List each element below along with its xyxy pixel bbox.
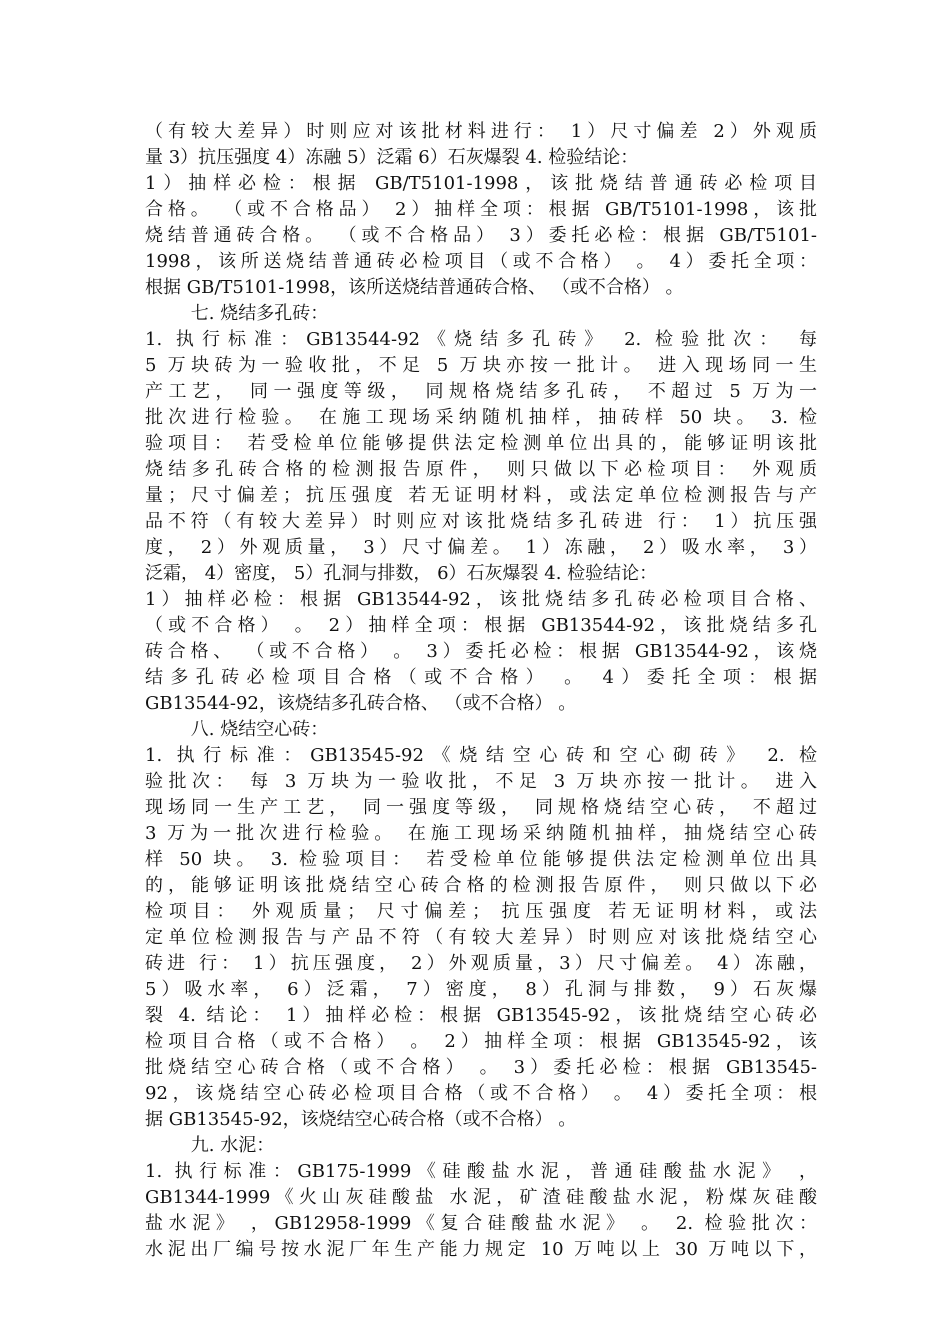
text-line: 3 万为一批次进行检验。 在施工现场采纳随机抽样，抽烧结空心砖 xyxy=(145,823,817,844)
text-line: （或不合格） 。 2）抽样全项：根据 GB13544-92，该批烧结多孔 xyxy=(145,615,817,636)
text-line: 砖合格、 （或不合格） 。 3）委托必检：根据 GB13544-92，该烧 xyxy=(145,641,817,662)
text-line: 水泥出厂编号按水泥厂年生产能力规定 10 万吨以上 30 万吨以下， xyxy=(145,1239,817,1260)
text-line: 1）抽样必检：根据 GB/T5101-1998，该批烧结普通砖必检项目 xyxy=(145,173,817,194)
text-line: 品不符（有较大差异）时则应对该批烧结多孔砖进 行： 1）抗压强 xyxy=(145,511,817,532)
text-line: 92，该烧结空心砖必检项目合格（或不合格） 。 4）委托全项：根 xyxy=(145,1083,817,1104)
text-line: 烧结多孔砖合格的检测报告原件， 则只做以下必检项目： 外观质 xyxy=(145,459,817,480)
text-line: 1998，该所送烧结普通砖必检项目（或不合格） 。 4）委托全项： xyxy=(145,251,817,272)
document-body-text xyxy=(145,119,817,1263)
text-line: 砖进 行： 1）抗压强度， 2）外观质量，3）尺寸偏差。 4）冻融， xyxy=(145,953,817,974)
text-line: 检项目： 外观质量； 尺寸偏差； 抗压强度 若无证明材料，或法 xyxy=(145,901,817,922)
text-line: 1. 执行标准：GB175-1999《硅酸盐水泥，普通硅酸盐水泥》 ， xyxy=(145,1161,817,1182)
text-line: 度， 2）外观质量， 3）尺寸偏差。 1）冻融， 2）吸水率， 3） xyxy=(145,537,817,558)
text-line: 烧结普通砖合格。 （或不合格品） 3）委托必检：根据 GB/T5101- xyxy=(145,225,817,246)
text-line: 的，能够证明该批烧结空心砖合格的检测报告原件， 则只做以下必 xyxy=(145,875,817,896)
text-line: 定单位检测报告与产品不符（有较大差异）时则应对该批烧结空心 xyxy=(145,927,817,948)
text-line: 批烧结空心砖合格（或不合格） 。 3）委托必检：根据 GB13545- xyxy=(145,1057,817,1078)
text-line: 合格。 （或不合格品） 2）抽样全项：根据 GB/T5101-1998，该批 xyxy=(145,199,817,220)
text-line: 5）吸水率， 6）泛霜， 7）密度， 8）孔洞与排数， 9）石灰爆 xyxy=(145,979,817,1000)
text-line: 验项目： 若受检单位能够提供法定检测单位出具的，能够证明该批 xyxy=(145,433,817,454)
text-line: 根据 GB/T5101-1998，该所送烧结普通砖合格、 （或不合格） 。 xyxy=(145,277,684,298)
text-line: 检项目合格（或不合格） 。 2）抽样全项：根据 GB13545-92，该 xyxy=(145,1031,817,1052)
text-line: （有较大差异）时则应对该批材料进行： 1）尺寸偏差 2）外观质 xyxy=(145,121,817,142)
text-line: GB13544-92，该烧结多孔砖合格、 （或不合格） 。 xyxy=(145,693,577,714)
text-line: 裂 4. 结论： 1）抽样必检：根据 GB13545-92，该批烧结空心砖必 xyxy=(145,1005,817,1026)
section-heading: 九. 水泥： xyxy=(145,1135,275,1156)
section-heading: 八. 烧结空心砖： xyxy=(145,719,329,740)
text-line: 1）抽样必检：根据 GB13544-92，该批烧结多孔砖必检项目合格、 xyxy=(145,589,817,610)
text-line: 现场同一生产工艺， 同一强度等级， 同规格烧结空心砖， 不超过 xyxy=(145,797,817,818)
text-line: 1. 执行标准：GB13544-92《烧结多孔砖》 2. 检验批次： 每 xyxy=(145,329,817,350)
text-line: 验批次： 每 3 万块为一验收批，不足 3 万块亦按一批计。 进入 xyxy=(145,771,817,792)
text-line: 盐水泥》 ，GB12958-1999《复合硅酸盐水泥》 。 2. 检验批次： xyxy=(145,1213,817,1234)
text-line: 批次进行检验。 在施工现场采纳随机抽样，抽砖样 50 块。 3. 检 xyxy=(145,407,817,428)
section-heading: 七. 烧结多孔砖： xyxy=(145,303,329,324)
text-line: 1. 执行标准：GB13545-92《烧结空心砖和空心砌砖》 2. 检 xyxy=(145,745,817,766)
text-line: 样 50 块。 3. 检验项目： 若受检单位能够提供法定检测单位出具 xyxy=(145,849,817,870)
text-line: 泛霜， 4）密度， 5）孔洞与排数， 6）石灰爆裂 4. 检验结论： xyxy=(145,563,658,584)
text-line: 据 GB13545-92，该烧结空心砖合格（或不合格） 。 xyxy=(145,1109,577,1130)
text-line: 结多孔砖必检项目合格（或不合格） 。 4）委托全项：根据 xyxy=(145,667,817,688)
text-line: 量 3）抗压强度 4）冻融 5）泛霜 6）石灰爆裂 4. 检验结论： xyxy=(145,147,639,168)
text-line: 5 万块砖为一验收批，不足 5 万块亦按一批计。 进入现场同一生 xyxy=(145,355,817,376)
text-line: 量；尺寸偏差；抗压强度 若无证明材料，或法定单位检测报告与产 xyxy=(145,485,817,506)
text-line: 产工艺， 同一强度等级， 同规格烧结多孔砖， 不超过 5 万为一 xyxy=(145,381,817,402)
text-line: GB1344-1999《火山灰硅酸盐 水泥，矿渣硅酸盐水泥，粉煤灰硅酸 xyxy=(145,1187,817,1208)
